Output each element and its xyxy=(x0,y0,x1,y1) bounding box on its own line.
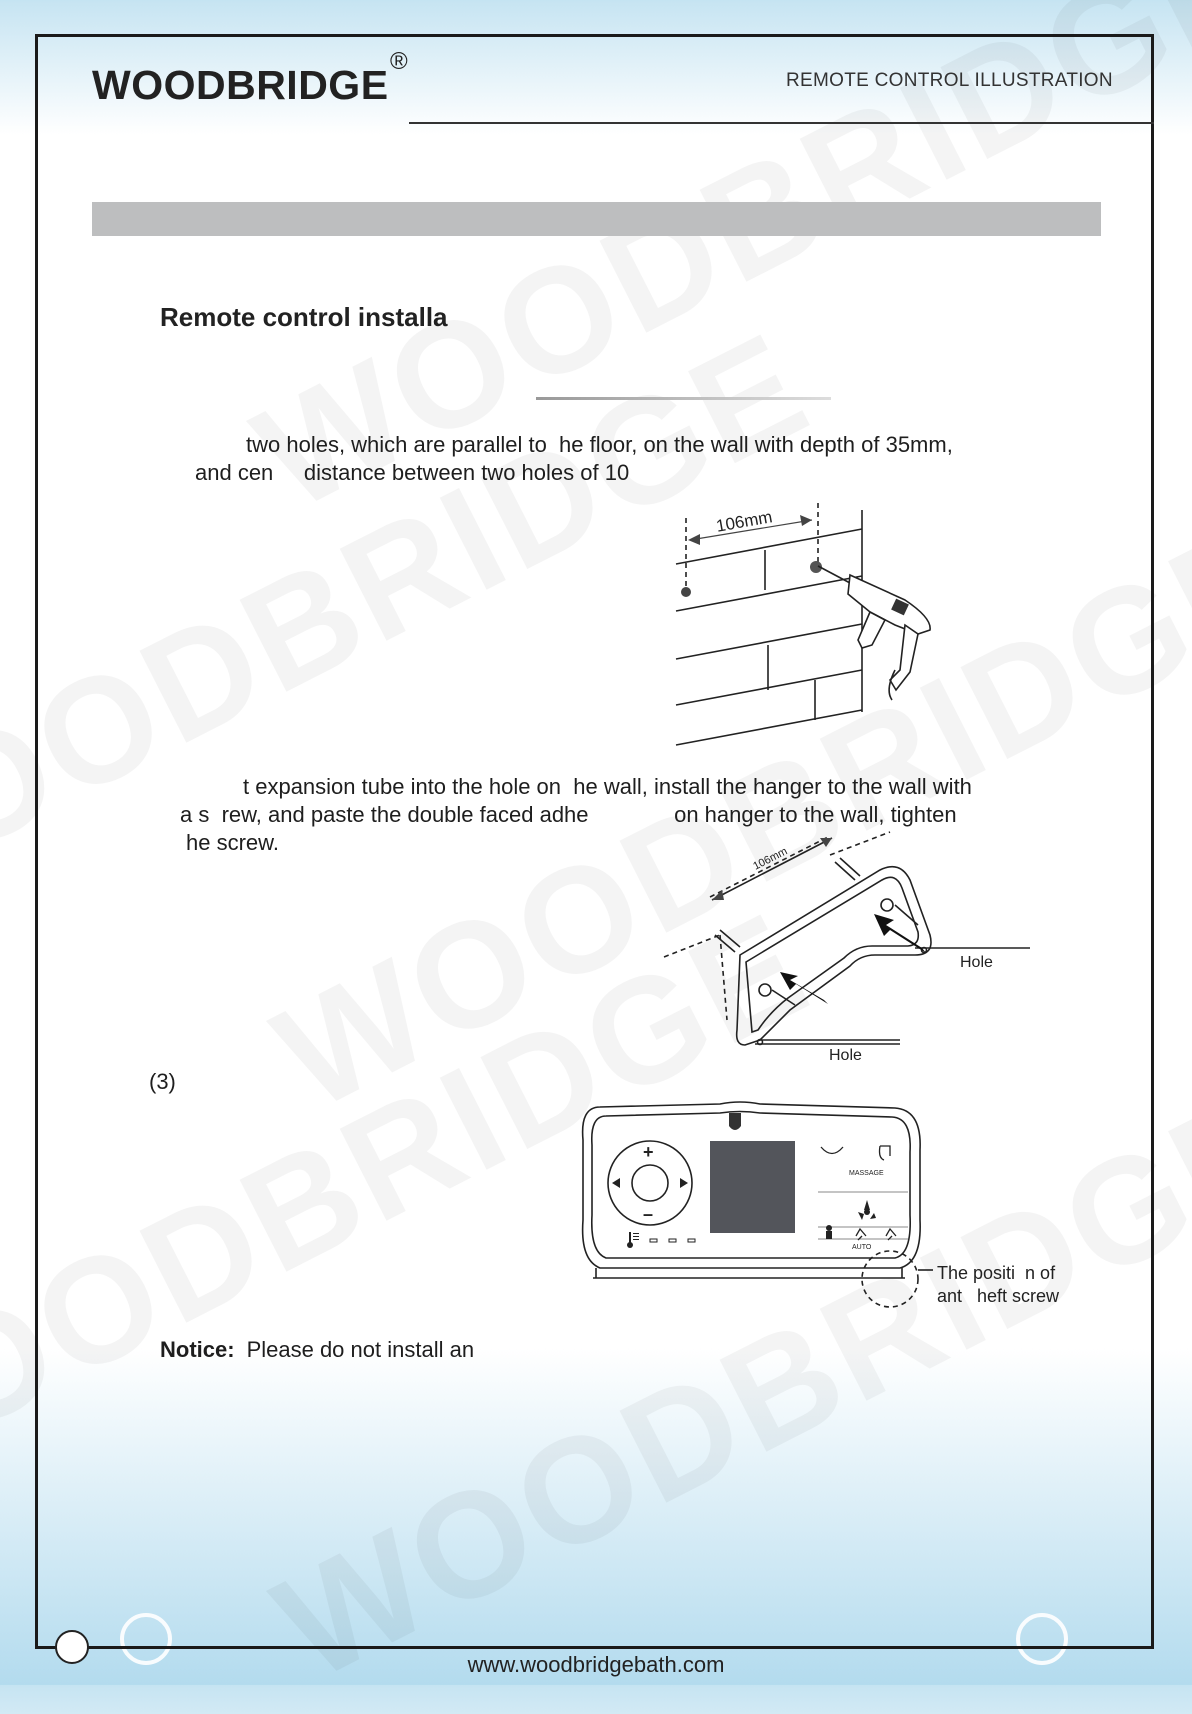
registered-mark: ® xyxy=(390,48,408,75)
minus-icon: – xyxy=(643,1204,654,1224)
hole-label: Hole xyxy=(829,1047,862,1064)
hole-label: Hole xyxy=(960,954,993,971)
auto-label: AUTO xyxy=(852,1244,872,1251)
massage-label: MASSAGE xyxy=(849,1170,884,1177)
notice xyxy=(160,1337,474,1363)
step2-line3: he screw. xyxy=(186,830,279,855)
step1-line2: and cen distance between two holes of 10 xyxy=(195,460,630,485)
footer-url[interactable]: www.woodbridgebath.com xyxy=(467,1652,725,1677)
header-rule xyxy=(409,122,1154,124)
step2-line2: a s rew, and paste the double faced adhe on hanger to the wall, tighten xyxy=(180,802,957,827)
section-bar xyxy=(92,202,1101,236)
dimension-label: 106mm xyxy=(751,845,790,873)
callout-line2: ant heft screw xyxy=(937,1286,1060,1306)
plus-icon: + xyxy=(643,1142,654,1162)
notice-label: Notice: xyxy=(160,1337,235,1362)
notice-text: Please do not install an xyxy=(246,1337,475,1362)
step1-line1: two holes, which are parallel to he floor, on the wall with depth of 35mm, xyxy=(246,432,953,457)
step2-line1: t expansion tube into the hole on he wall, install the hanger to the wall with xyxy=(243,774,972,799)
step3-marker: (3) xyxy=(149,1069,176,1094)
callout-line1: The positi n of xyxy=(937,1263,1056,1283)
dimension-label: 106mm xyxy=(714,507,774,536)
section-title: REMOTE CONTROL ILLUSTRATION xyxy=(786,70,1113,91)
page-heading: Remote control installa xyxy=(160,302,448,332)
accent-line xyxy=(536,397,831,400)
brand-logo: WOODBRIDGE xyxy=(92,62,389,108)
